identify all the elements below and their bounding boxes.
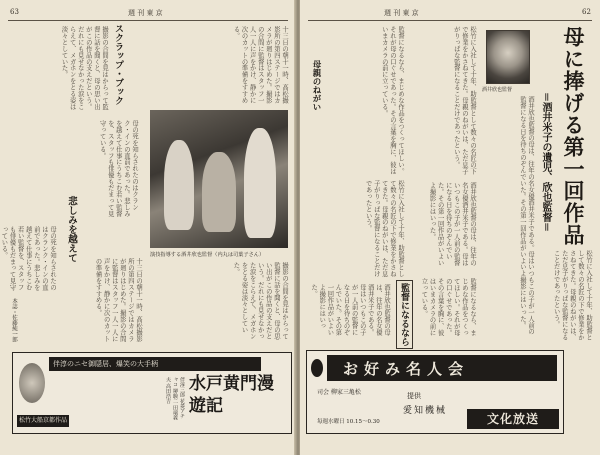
page-number: 63 [10,8,19,16]
ad-provided-label: 提供 [407,392,421,400]
article-title: 母に捧げる第一回作品 [561,26,586,246]
article-body-column: 母の死を知らされたのはクランク・インの直前であった。悲しみを越えて仕事にうちこむ若い監督を、スタッフも俳優もだまって見守っている。 [0,226,56,291]
movie-advertisement [12,352,292,434]
section-heading: 悲しみを越えて [66,196,77,263]
author-note: 本誌・佐藤純一郎 [11,298,17,342]
running-header: 週 刊 東 京 [128,9,163,17]
right-page [300,0,600,455]
article-body-column: 母の死を知らされたのはクランク・インの直前であった。悲しみを越えて仕事にうちこむ若い監督を、スタッフも俳優もだまって見守っている。 [98,120,138,217]
radio-advertisement [306,350,564,434]
article-body-column: 酒井欣也監督の母は、往年の名女優酒井米子である。母はいつもこの子が一人前の監督になる日を待ちのぞんでいた。その第一回作品がいよいよ撮影にはいった。 [518,96,534,335]
article-body-column: 監督になるなら、まじめな作品をつくってほしい。それが母の口ぐせであった。その言葉を胸に、彼はいまカメラの前に立っている。 [380,26,404,175]
ad-cast: 伴淳三郎 花菱アチャコ 堺駿二 田端義夫 高田浩吉 [165,377,185,421]
ad-program-banner [327,355,557,381]
article-body-column: 撮影の合間を見はからって監督に話を聞くと、母の思い出がこの作品の支えだという。だれにも見せなかった涙をこらえて、メガホンをとる姿は淡々としていた。 [60,26,108,110]
article-body-column: 松竹に入社して十年、助監督として数々の名匠の下で修業をかさねてきた。母親のねがいは、ただ息子がりっぱな監督になることだけであったという。 [452,26,476,175]
left-page [0,0,296,455]
section-heading: 母親のねがい [311,60,321,111]
portrait-caption: 酒井欣也監督 [482,87,513,93]
ad-broadcast-time: 毎週水曜日 10.15〜0.30 [317,419,380,425]
ad-sponsor: 愛知機械 [403,406,448,416]
article-body-column: 松竹に入社して十年、助監督として数々の名匠の下で修業をかさねてきた。母親のねがいは、ただ息子がりっぱな監督になることだけであったという。 [364,180,404,277]
page-number: 62 [582,8,591,16]
article-subtitle: ＝酒井米子の遺児、欣也監督＝ [540,92,551,232]
article-body-column: 松竹に入社して十年、助監督として数々の名匠の下で修業をかさねてきた。母親のねがいは、ただ息子がりっぱな監督になることだけであったという。 [552,250,592,341]
photo-caption: 演技指導する酒井欣也監督（内丸は司葉子さん） [150,252,265,258]
section-heading: 監督になるなら [396,280,413,349]
article-body-column: 十三日の朝十一時、高松撮影所の第四ステージではカメラが廻りはじめた。撮影の合間に監督はスタッフ一人一人に声をかけ、静かに次のカットの準備をすすめる。 [94,258,142,342]
running-header: 週 刊 東 京 [384,9,419,17]
article-body-column: 酒井欣也監督の母は、往年の名女優酒井米子である。母はいつもこの子が一人前の監督になる日を待ちのぞんでいた。その第一回作品がいよいよ撮影にはいった。 [310,284,390,336]
ad-movie-title: 水戸黄門漫遊記 [189,374,274,416]
ad-program-title: お好み名人会 [343,360,470,378]
actor-illustration [19,363,45,403]
program-logo-icon [311,359,323,377]
article-body-column: 十三日の朝十一時、高松撮影所の第四ステージではカメラが廻りはじめた。撮影の合間に監督はスタッフ一人一人に声をかけ、静かに次のカットの準備をすすめる。 [232,26,288,104]
ad-station: 文化放送 [467,409,559,429]
header-rule [308,20,592,21]
section-heading: スクラップ・ブック [113,24,123,105]
ad-studio: 松竹大船京都作品 [17,415,69,427]
article-body-column: 酒井欣也監督の母は、往年の名女優酒井米子である。母はいつもこの子が一人前の監督になる日を待ちのぞんでいた。その第一回作品がいよいよ撮影にはいった。 [428,182,476,266]
article-body-column: 撮影の合間を見はからって監督に話を聞くと、母の思い出がこの作品の支えだという。だれにも見せなかった涙をこらえて、メガホンをとる姿は淡々としていた。 [232,262,288,340]
ad-host: 司会 柳家三亀松 [317,389,361,396]
production-photo [150,110,288,248]
header-rule [8,20,288,21]
ad-tagline: 伴淳のニセ御隠居、爆笑の大手柄 [49,357,261,371]
article-body-column: 監督になるなら、まじめな作品をつくってほしい。それが母の口ぐせであった。その言葉を胸に、彼はいまカメラの前に立っている。 [420,278,476,337]
director-portrait [486,30,530,84]
